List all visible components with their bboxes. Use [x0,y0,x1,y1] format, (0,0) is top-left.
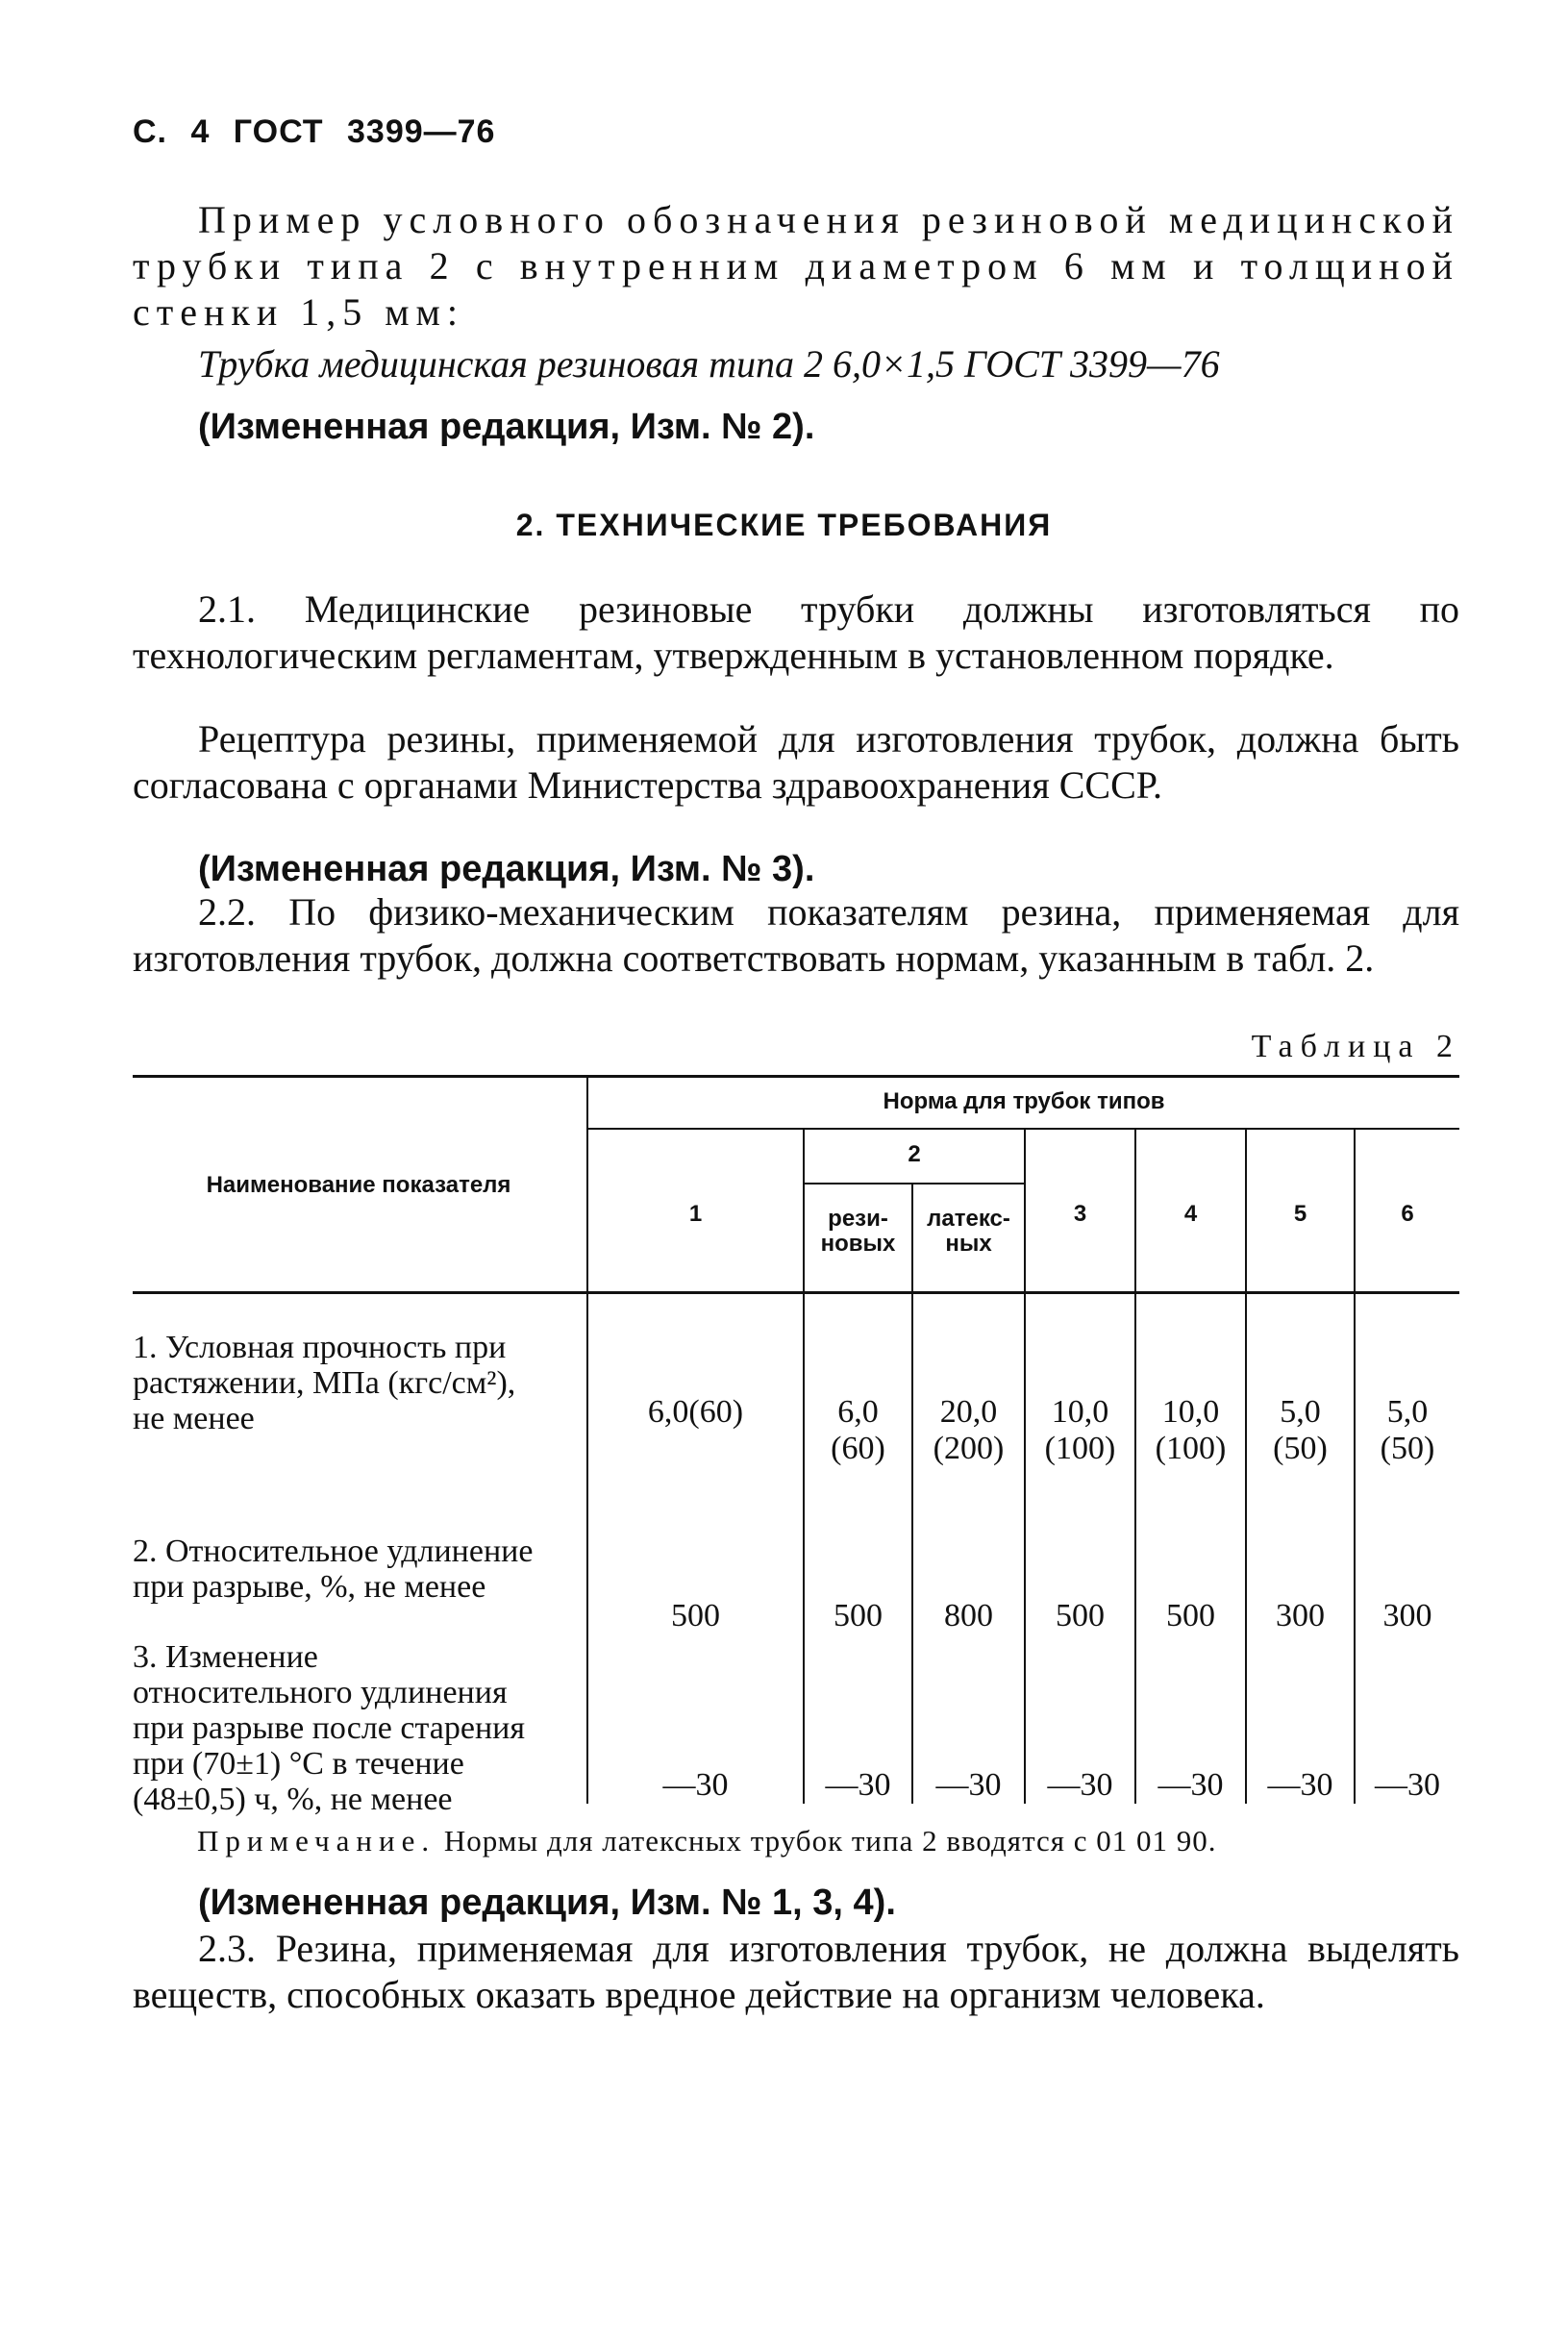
cell: 500 [1056,1598,1105,1633]
vrule [1245,1294,1247,1804]
cell: 6,0(60) [647,1394,744,1430]
type-3-header: 3 [1073,1201,1087,1227]
example-designation: Трубка медицинская резиновая типа 2 6,0×1,5 ГОСТ 3399—76 [198,342,1220,386]
row-1-label: 1. Условная прочность при растяжении, МПа (кгс/см²), не менее [133,1330,516,1436]
row-2-label: 2. Относительное удлинение при разрыве, %, не менее [133,1534,534,1605]
table-header-rule [133,1291,1459,1294]
table-caption: Таблица 2 [1251,1029,1460,1064]
type2-subheader-rule [803,1183,1024,1184]
vrule [803,1294,805,1804]
norm-header-rule [586,1128,1459,1130]
note-label: Примечание. [197,1824,436,1858]
page-header: С. 4 ГОСТ 3399—76 [133,113,496,150]
cell: 300 [1276,1598,1325,1633]
cell: 500 [834,1598,883,1633]
vrule [1024,1294,1026,1804]
example-paragraph: Пример условного обозначения резиновой медицинской трубки типа 2 с внутренним диаметром 6 мм и толщиной стенки 1,5 мм: [133,198,1459,334]
paragraph-2-1: 2.1. Медицинские резиновые трубки должны изготовляться по технологическим регламентам, утвержденным в установленном порядке. [133,587,1459,677]
cell: 500 [671,1598,720,1633]
amendment-note-1-3-4: (Измененная редакция, Изм. № 1, 3, 4). [198,1883,896,1923]
type-6-header: 6 [1401,1201,1414,1227]
cell: —30 [1047,1767,1113,1803]
paragraph-2-2: 2.2. По физико-механическим показателям резина, применяемая для изготовления трубок, должна соответствовать нормам, указанным в табл. 2. [133,890,1459,980]
cell: —30 [662,1767,729,1803]
cell: 10,0 (100) [1044,1394,1116,1466]
type-4-header: 4 [1183,1201,1198,1227]
amendment-note-2: (Измененная редакция, Изм. № 2). [198,407,815,447]
vrule [1134,1294,1136,1804]
cell: 6,0 (60) [831,1394,885,1466]
cell: —30 [1375,1767,1440,1803]
amendment-note-3: (Измененная редакция, Изм. № 3). [198,849,815,889]
column-header-norm: Норма для трубок типов [883,1088,1165,1114]
cell: 10,0 (100) [1155,1394,1227,1466]
type-2-rubber-header: рези- новых [820,1206,896,1257]
cell: —30 [1157,1767,1224,1803]
vrule [1354,1294,1356,1804]
row-3-label: 3. Изменение относительного удлинения при разрыве после старения при (70±1) °С в течение (48±0,5) ч, %, не менее [133,1639,525,1817]
table-top-rule [133,1075,1459,1078]
cell: —30 [825,1767,891,1803]
vrule [911,1294,913,1804]
vrule [586,1294,588,1804]
cell: 800 [944,1598,993,1633]
column-header-name: Наименование показателя [206,1172,511,1198]
cell: 5,0 (50) [1380,1394,1435,1466]
cell: 500 [1166,1598,1215,1633]
cell: —30 [935,1767,1002,1803]
type-5-header: 5 [1293,1201,1307,1227]
table-note [197,1824,1217,1858]
section-title: 2. ТЕХНИЧЕСКИЕ ТРЕБОВАНИЯ [515,508,1053,542]
cell: 300 [1382,1598,1432,1633]
cell: —30 [1267,1767,1333,1803]
type-1-header: 1 [688,1201,703,1227]
paragraph-2-3: 2.3. Резина, применяемая для изготовления трубок, не должна выделять веществ, способных оказать вредное действие на организм человека. [133,1927,1459,2016]
cell: 20,0 (200) [933,1394,1005,1466]
note-text: Нормы для латексных трубок типа 2 вводятся с 01 01 90. [436,1824,1217,1858]
paragraph-2-1-recipe: Рецептура резины, применяемой для изготовления трубок, должна быть согласована с органами Министерства здравоохранения СССР. [133,717,1459,807]
type-2-latex-header: латекс- ных [927,1206,1010,1257]
type-2-header: 2 [908,1141,921,1167]
cell: 5,0 (50) [1273,1394,1328,1466]
